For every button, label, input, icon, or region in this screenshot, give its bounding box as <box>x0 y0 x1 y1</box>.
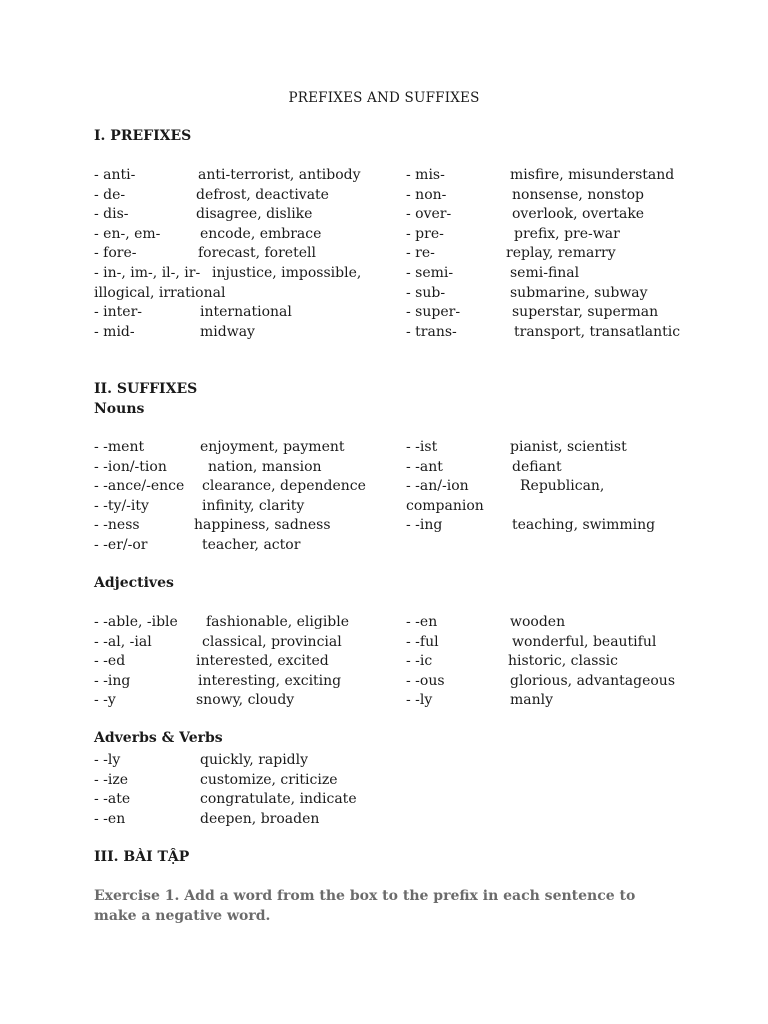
example-words: customize, criticize <box>200 771 338 788</box>
example-words: international <box>200 304 292 321</box>
affix-term: - -al, -ial <box>94 633 152 650</box>
example-words: submarine, subway <box>510 284 648 301</box>
example-words: replay, remarry <box>506 245 616 262</box>
example-words: defiant <box>512 458 562 475</box>
affix-term: - trans- <box>406 323 457 340</box>
adverbs-verbs-heading: Adverbs & Verbs <box>94 730 223 746</box>
example-words: forecast, foretell <box>198 245 316 262</box>
affix-term: companion <box>406 497 484 514</box>
affix-term: - -ic <box>406 653 433 670</box>
example-words: classical, provincial <box>202 633 342 650</box>
prefixes-heading: I. PREFIXES <box>94 128 192 144</box>
example-words: interested, excited <box>196 653 329 670</box>
affix-term: - non- <box>406 186 447 203</box>
affix-term: - sub- <box>406 284 446 301</box>
example-words: superstar, superman <box>512 304 659 321</box>
example-words: infinity, clarity <box>202 497 305 514</box>
example-words: misfire, misunderstand <box>510 167 675 183</box>
affix-term: - re- <box>406 245 435 262</box>
example-words: congratulate, indicate <box>200 791 357 808</box>
example-words: quickly, rapidly <box>200 752 309 768</box>
example-words: anti-terrorist, antibody <box>198 167 361 183</box>
example-words: encode, embrace <box>200 225 322 242</box>
affix-term: - anti- <box>94 167 136 183</box>
affix-term: - -ous <box>406 672 445 689</box>
example-words: midway <box>200 323 255 340</box>
affix-term: - -y <box>94 692 116 709</box>
example-words: defrost, deactivate <box>196 186 329 203</box>
example-words: historic, classic <box>508 653 618 670</box>
example-words: Republican, <box>520 478 605 495</box>
affix-term: - -ly <box>406 692 433 709</box>
affix-term: - semi- <box>406 265 454 281</box>
example-words: snowy, cloudy <box>196 692 295 709</box>
example-words: happiness, sadness <box>194 517 331 534</box>
example-words: nonsense, nonstop <box>512 186 644 203</box>
affix-term: - -ing <box>94 672 131 689</box>
example-words: deepen, broaden <box>200 810 320 827</box>
affix-term: - -ize <box>94 771 129 788</box>
affix-term: - -ance/-ence <box>94 478 185 495</box>
exercises-heading: III. BÀI TẬP <box>94 849 190 865</box>
example-words: wonderful, beautiful <box>512 633 657 650</box>
adjectives-heading: Adjectives <box>94 575 174 591</box>
affix-term: - -ful <box>406 633 439 650</box>
affix-term: - -ty/-ity <box>94 497 149 514</box>
example-words: enjoyment, payment <box>200 439 345 455</box>
affix-term: - inter- <box>94 304 143 321</box>
exercise-1-instructions: Exercise 1. Add a word from the box to the prefix in each sentence to make a negative word. <box>94 888 636 924</box>
affix-term: - -ment <box>94 439 145 455</box>
example-words: wooden <box>510 614 566 630</box>
affix-term: - pre- <box>406 225 444 242</box>
affix-term: - -ist <box>406 439 438 455</box>
example-words: disagree, dislike <box>196 206 313 223</box>
affix-term: - -able, -ible <box>94 614 178 630</box>
affix-term: - -ing <box>406 517 443 534</box>
affix-term: - mid- <box>94 323 135 340</box>
affix-term: - en-, em- <box>94 225 161 242</box>
example-words: interesting, exciting <box>198 672 342 689</box>
example-words: semi-final <box>510 265 580 281</box>
affix-term: - mis- <box>406 167 445 183</box>
affix-term: - -er/-or <box>94 537 148 553</box>
affix-term: - -ant <box>406 458 443 475</box>
example-words: glorious, advantageous <box>510 672 675 689</box>
affix-term: - -an/-ion <box>406 478 469 495</box>
affix-term: illogical, irrational <box>94 284 226 301</box>
example-words: overlook, overtake <box>512 206 645 223</box>
affix-term: - -en <box>406 614 438 630</box>
affix-term: - -ed <box>94 653 126 670</box>
example-words: nation, mansion <box>208 458 322 475</box>
example-words: teacher, actor <box>202 537 301 553</box>
affix-term: - de- <box>94 186 126 203</box>
suffixes-heading: II. SUFFIXES <box>94 381 198 397</box>
affix-term: - over- <box>406 206 452 223</box>
example-words: manly <box>510 692 554 709</box>
example-words: teaching, swimming <box>512 517 656 534</box>
page-title: PREFIXES AND SUFFIXES <box>288 90 480 106</box>
affix-term: - in-, im-, il-, ir- <box>94 265 201 281</box>
example-words: clearance, dependence <box>202 478 366 495</box>
example-words: transport, transatlantic <box>514 323 681 340</box>
affix-term: - super- <box>406 304 461 321</box>
example-words: injustice, impossible, <box>212 265 362 281</box>
example-words: fashionable, eligible <box>206 614 350 630</box>
affix-term: - -ate <box>94 791 131 808</box>
affix-term: - dis- <box>94 206 129 223</box>
affix-term: - fore- <box>94 245 137 262</box>
affix-term: - -ness <box>94 517 140 534</box>
nouns-heading: Nouns <box>94 401 145 417</box>
example-words: prefix, pre-war <box>514 225 620 242</box>
affix-term: - -ion/-tion <box>94 458 167 475</box>
example-words: pianist, scientist <box>510 439 627 455</box>
affix-term: - -ly <box>94 752 121 768</box>
affix-term: - -en <box>94 810 126 827</box>
